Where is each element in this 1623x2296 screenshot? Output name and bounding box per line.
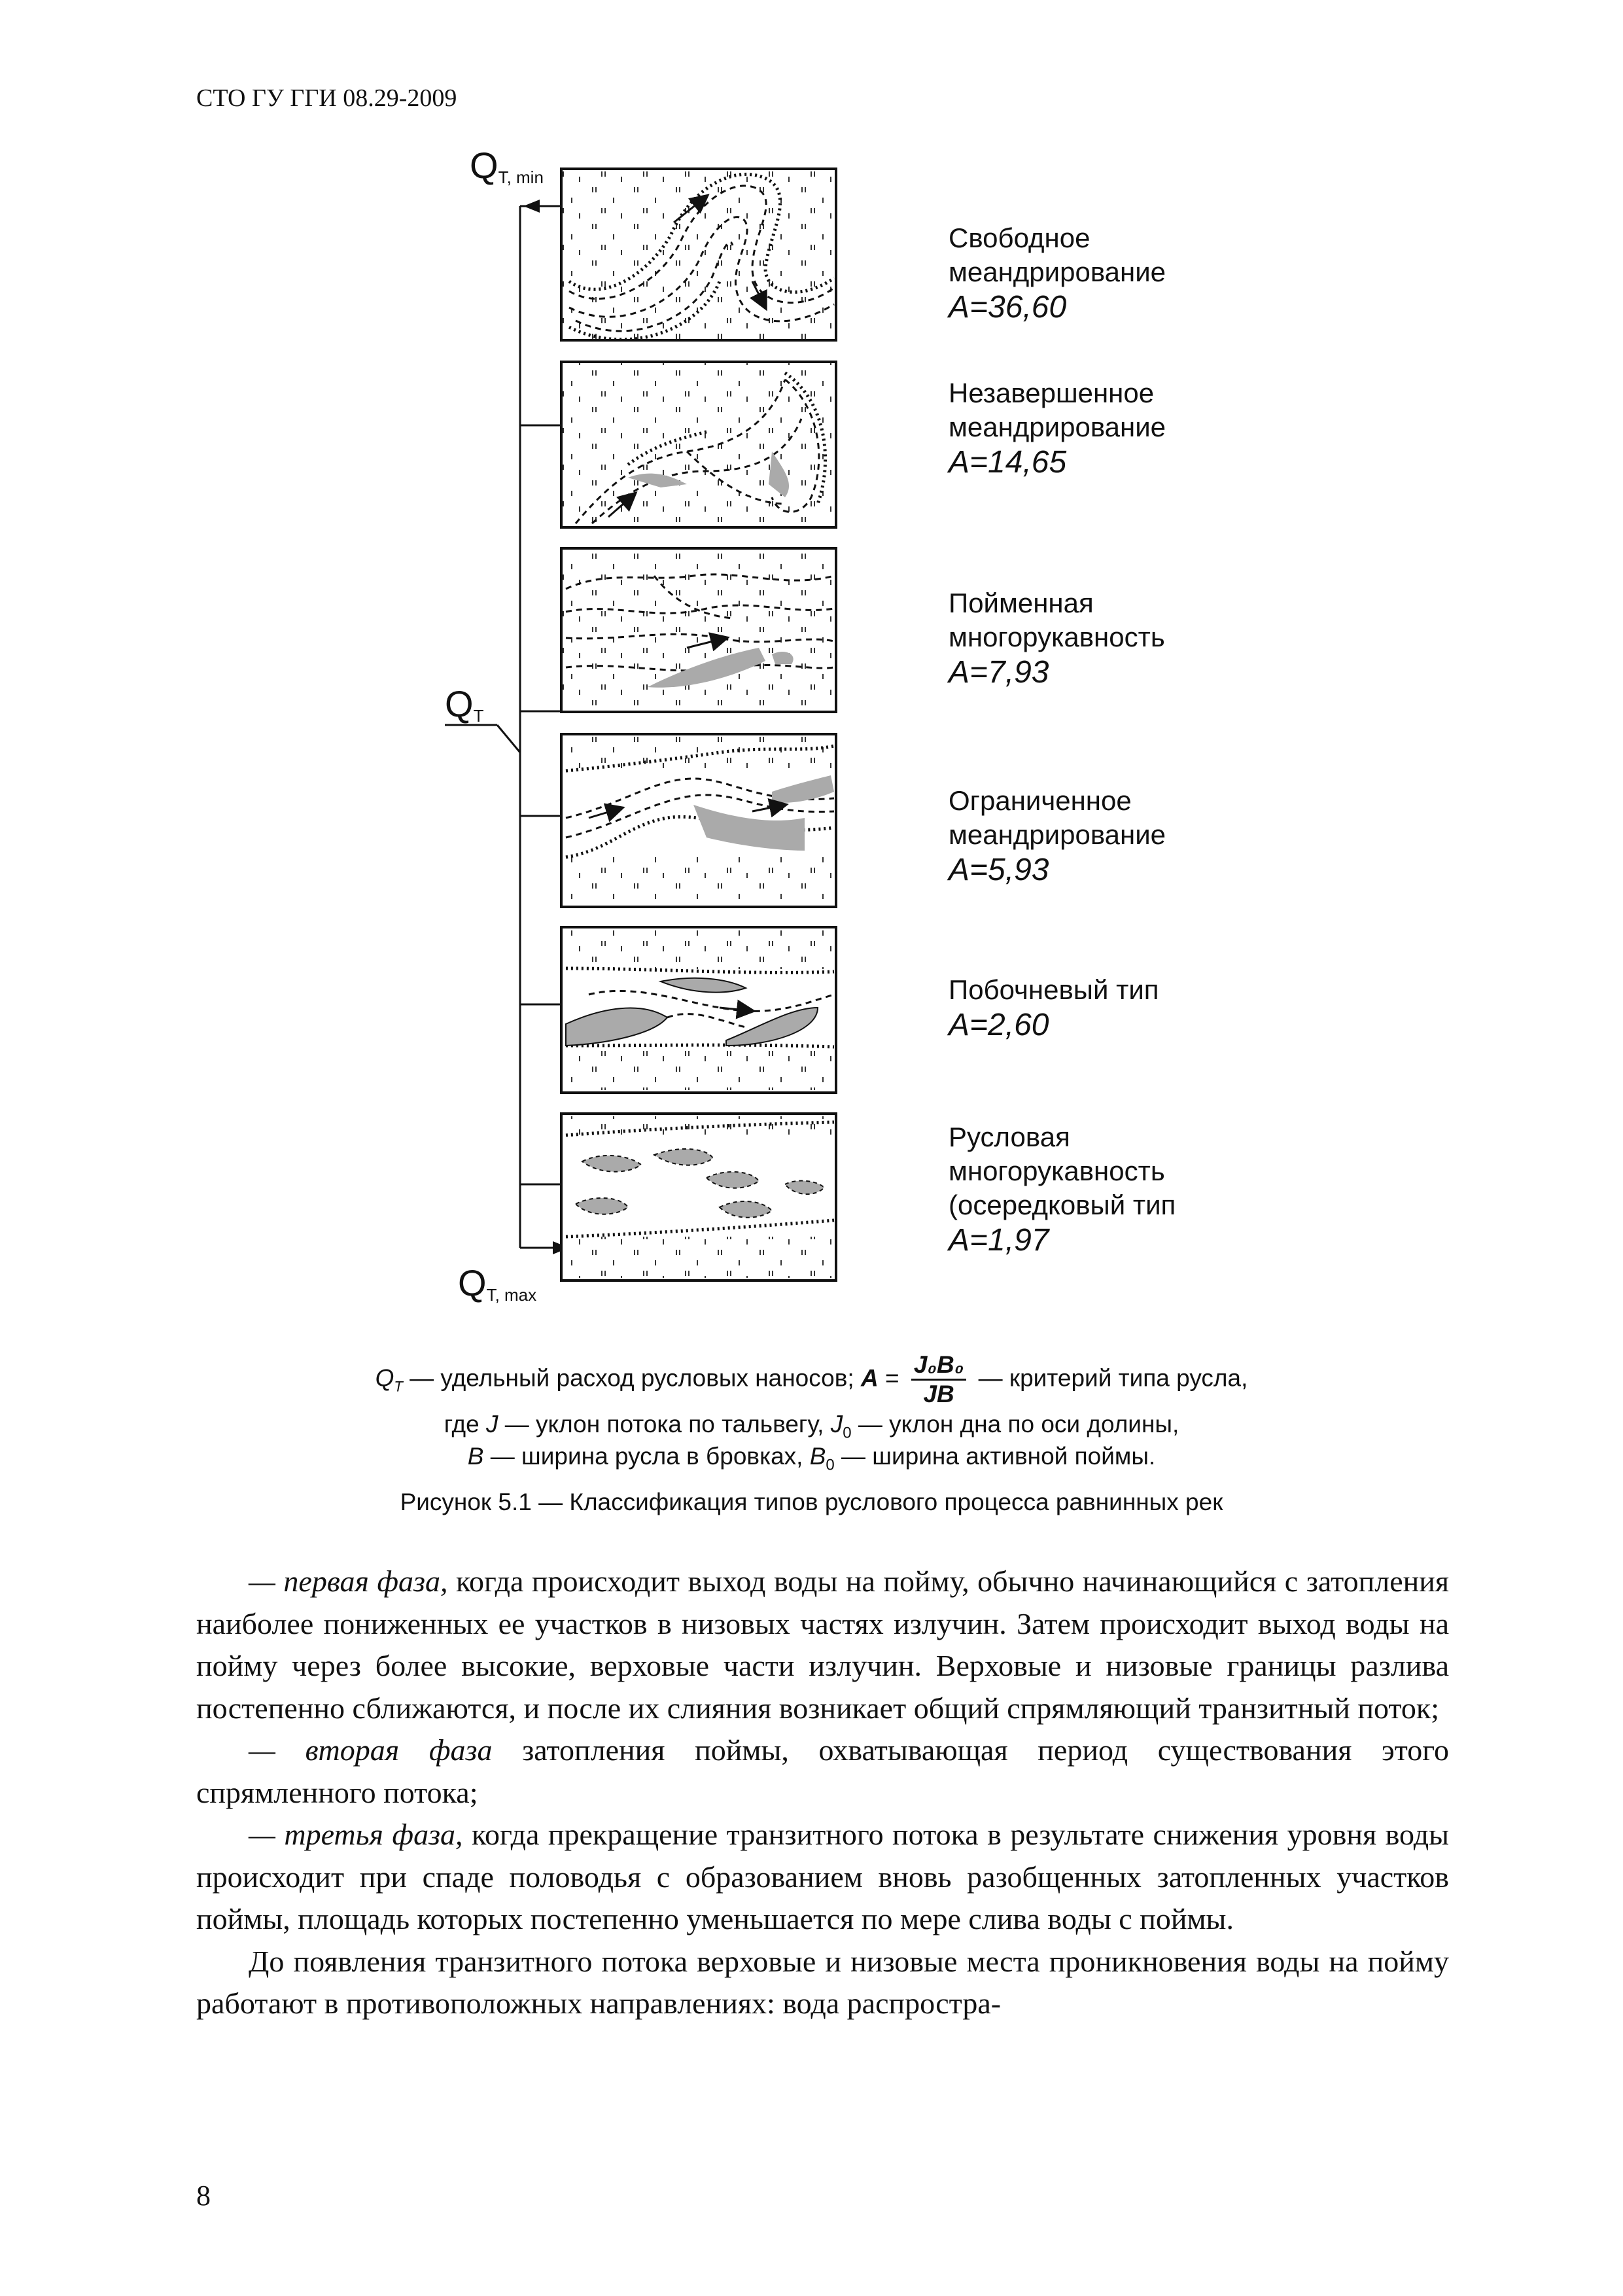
class-label-limited-meandering [949, 784, 1166, 889]
class-label-side-bar-type [949, 973, 1159, 1044]
figure-caption: Рисунок 5.1 — Классификация типов руслового процесса равнинных рек [400, 1489, 1223, 1515]
panel-limited-meandering [561, 734, 836, 907]
axis-label-qt-min: QT, min [470, 145, 544, 187]
paragraph-transit-flow [196, 1941, 1449, 2025]
phase-term: — первая фаза, [249, 1564, 448, 1598]
legend-symbol: J [830, 1411, 843, 1438]
legend-subscript: 0 [826, 1456, 835, 1474]
class-name-line: меандрирование [949, 412, 1166, 442]
class-label-channel-braiding [949, 1120, 1176, 1259]
figure-legend-line-3 [0, 1443, 1623, 1474]
class-name-line: многорукавность [949, 1156, 1165, 1186]
criterion-value: A=5,93 [949, 853, 1049, 887]
class-name-line: Свободное [949, 222, 1091, 253]
legend-symbol: Q [375, 1364, 394, 1392]
legend-symbol: J [485, 1411, 498, 1438]
panel-side-bar-type [561, 927, 836, 1093]
criterion-value: A=7,93 [949, 655, 1049, 690]
class-label-incomplete-meandering [949, 376, 1166, 481]
panel-channel-braiding [561, 1114, 836, 1280]
legend-text: — уклон потока по тальвегу, [498, 1411, 831, 1438]
paragraph-text: когда происходит выход воды на пойму, обычно начинающийся с затопления наиболее пониженных ее участков в низовых частях излучин. Затем происходит выход воды на пойму через более высокие, верховые части излучин. Верховые и низовые границы разлива постепенно сближаются, и после их слияния возникает общий спрямляющий транзитный поток; [196, 1564, 1449, 1725]
paragraph-third-phase [196, 1814, 1449, 1941]
criterion-value: A=14,65 [949, 445, 1067, 480]
class-name-line: меандрирование [949, 256, 1166, 287]
class-name-line: Пойменная [949, 588, 1094, 618]
body-text [196, 1561, 1449, 2025]
class-name-line: Незавершенное [949, 378, 1155, 408]
legend-text: — удельный расход русловых наносов; [402, 1364, 861, 1392]
sediment-discharge-axis [445, 200, 569, 1254]
legend-text: где [444, 1411, 486, 1438]
figure-legend-line-1 [0, 1351, 1623, 1408]
class-label-floodplain-braiding [949, 586, 1165, 691]
criterion-value: A=1,97 [949, 1223, 1049, 1258]
legend-text: — критерий типа русла, [971, 1364, 1248, 1392]
legend-text: — ширина активной поймы. [834, 1443, 1156, 1470]
figure-legend-line-2 [0, 1411, 1623, 1442]
class-label-free-meandering [949, 221, 1166, 326]
legend-symbol: B [467, 1443, 484, 1470]
phase-term: — третья фаза, [249, 1818, 463, 1851]
formula-symbol: A [860, 1364, 879, 1392]
axis-label-qt-max: QT, max [458, 1262, 537, 1305]
legend-subscript: T [394, 1378, 403, 1395]
panel-incomplete-meandering [561, 362, 836, 527]
criterion-value: A=2,60 [949, 1008, 1049, 1042]
legend-text: — ширина русла в бровках, [483, 1443, 810, 1470]
legend-text: — уклон дна по оси долины, [851, 1411, 1179, 1438]
document-code-header: СТО ГУ ГГИ 08.29-2009 [196, 84, 457, 112]
panel-floodplain-braiding [561, 548, 836, 712]
class-name-line: Ограниченное [949, 785, 1132, 816]
panel-free-meandering [561, 169, 836, 340]
formula-equals: = [878, 1364, 906, 1392]
class-name-line: Побочневый тип [949, 974, 1159, 1005]
page-number: 8 [196, 2180, 211, 2212]
paragraph-text: До появления транзитного потока верховые и низовые места проникновения воды на пойму работают в противоположных направлениях: вода распростра- [196, 1944, 1449, 2020]
class-name-line: Русловая [949, 1122, 1070, 1152]
criterion-value: A=36,60 [949, 290, 1067, 325]
paragraph-first-phase [196, 1561, 1449, 1729]
criterion-formula [911, 1351, 967, 1408]
class-name-line: многорукавность [949, 622, 1165, 652]
class-name-line: меандрирование [949, 819, 1166, 850]
formula-numerator: J₀B₀ [911, 1351, 967, 1381]
phase-term: — вторая фаза [249, 1733, 493, 1767]
paragraph-text: затопления поймы, охватывающая период существования этого спрямленного потока; [196, 1733, 1450, 1809]
legend-symbol: B [809, 1443, 826, 1470]
legend-subscript: 0 [843, 1424, 852, 1442]
axis-label-qt: QT [445, 683, 484, 726]
paragraph-text: когда прекращение транзитного потока в результате снижения уровня воды происходит при спаде половодья с образованием вновь разобщенных затопленных участков поймы, площадь которых постепенно уменьшается по мере слива воды с поймы. [196, 1818, 1450, 1935]
formula-denominator: JB [923, 1381, 954, 1407]
paragraph-second-phase [196, 1729, 1449, 1814]
class-name-line: (осередковый тип [949, 1190, 1176, 1220]
